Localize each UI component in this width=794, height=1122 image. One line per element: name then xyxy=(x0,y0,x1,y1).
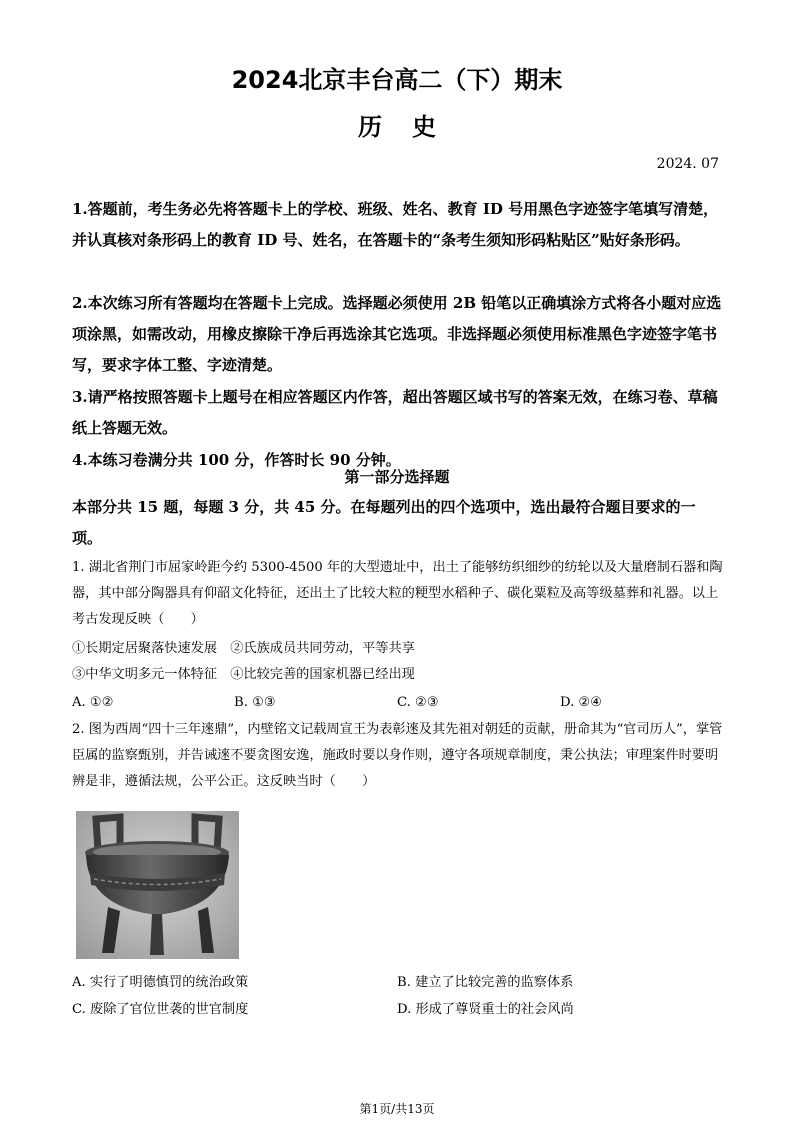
question-2-stem: 2. 图为西周“四十三年逨鼎”，内壁铭文记载周宣王为表彰逨及其先祖对朝廷的贡献，册命其为“官司历人”，掌管臣属的监察甄别，并告诫逨不要贪图安逸，施政时要以身作则，遵守各项规章制度，秉公执法；审理案件时要明辨是非，遵循法规，公平公正。这反映当时（ ） xyxy=(72,722,723,789)
section-description: 本部分共 15 题，每题 3 分，共 45 分。在每题列出的四个选项中，选出最符合题目要求的一项。 xyxy=(72,498,696,547)
question-1-statement: ①长期定居聚落快速发展 ②氏族成员共同劳动，平等共享 xyxy=(72,641,415,656)
question-1-statement: ③中华文明多元一体特征 ④比较完善的国家机器已经出现 xyxy=(72,667,415,682)
subject-title: 历史 xyxy=(358,113,466,141)
notice-4: 4.本练习卷满分共 100 分，作答时长 90 分钟。 xyxy=(72,451,401,469)
notice-1: 1.答题前，考生务必先将答题卡上的学校、班级、姓名、教育 ID 号用黑色字迹签字笔填写清楚，并认真核对条形码上的教育 ID 号、姓名，在答题卡的“条考生须知形码粘贴区”贴好条形码。 xyxy=(72,200,719,249)
question-1-stem: 1. 湖北省荆门市屈家岭距今约 5300-4500 年的大型遗址中，出土了能够纺织细纱的纺轮以及大量磨制石器和陶器，其中部分陶器具有仰韶文化特征，还出土了比较大粒的粳型水稻种子、碳化粟粒及高等级墓葬和礼器。以上考古发现反映（ ） xyxy=(72,560,723,627)
question-1-option-c[interactable]: C. ②③ xyxy=(397,695,439,710)
page-title: 2024北京丰台高二（下）期末 xyxy=(231,66,563,94)
question-1-option-d[interactable]: D. ②④ xyxy=(560,695,603,710)
notice-3: 3.请严格按照答题卡上题号在相应答题区内作答，超出答题区域书写的答案无效，在练习卷、草稿纸上答题无效。 xyxy=(72,388,718,437)
question-2-option-d[interactable]: D. 形成了尊贤重士的社会风尚 xyxy=(397,1002,574,1017)
question-1-options xyxy=(72,690,724,716)
question-1-option-a[interactable]: A. ①② xyxy=(72,695,114,710)
page-number: 第1页/共13页 xyxy=(359,1102,435,1116)
exam-date: 2024. 07 xyxy=(656,156,719,172)
question-2-option-b[interactable]: B. 建立了比较完善的监察体系 xyxy=(397,975,574,990)
section-title: 第一部分选择题 xyxy=(344,468,450,486)
question-2-option-c[interactable]: C. 废除了官位世袭的世官制度 xyxy=(72,1002,249,1017)
question-1-option-b[interactable]: B. ①③ xyxy=(234,695,276,710)
notice-2: 2.本次练习所有答题均在答题卡上完成。选择题必须使用 2B 铅笔以正确填涂方式将各小题对应选项涂黑，如需改动，用橡皮擦除干净后再选涂其它选项。非选择题必须使用标准黑色字迹签字笔书写，要求字体工整、字迹清楚。 xyxy=(72,294,722,374)
bronze-ding-image xyxy=(76,811,239,959)
question-2-option-a[interactable]: A. 实行了明德慎罚的统治政策 xyxy=(72,975,249,990)
